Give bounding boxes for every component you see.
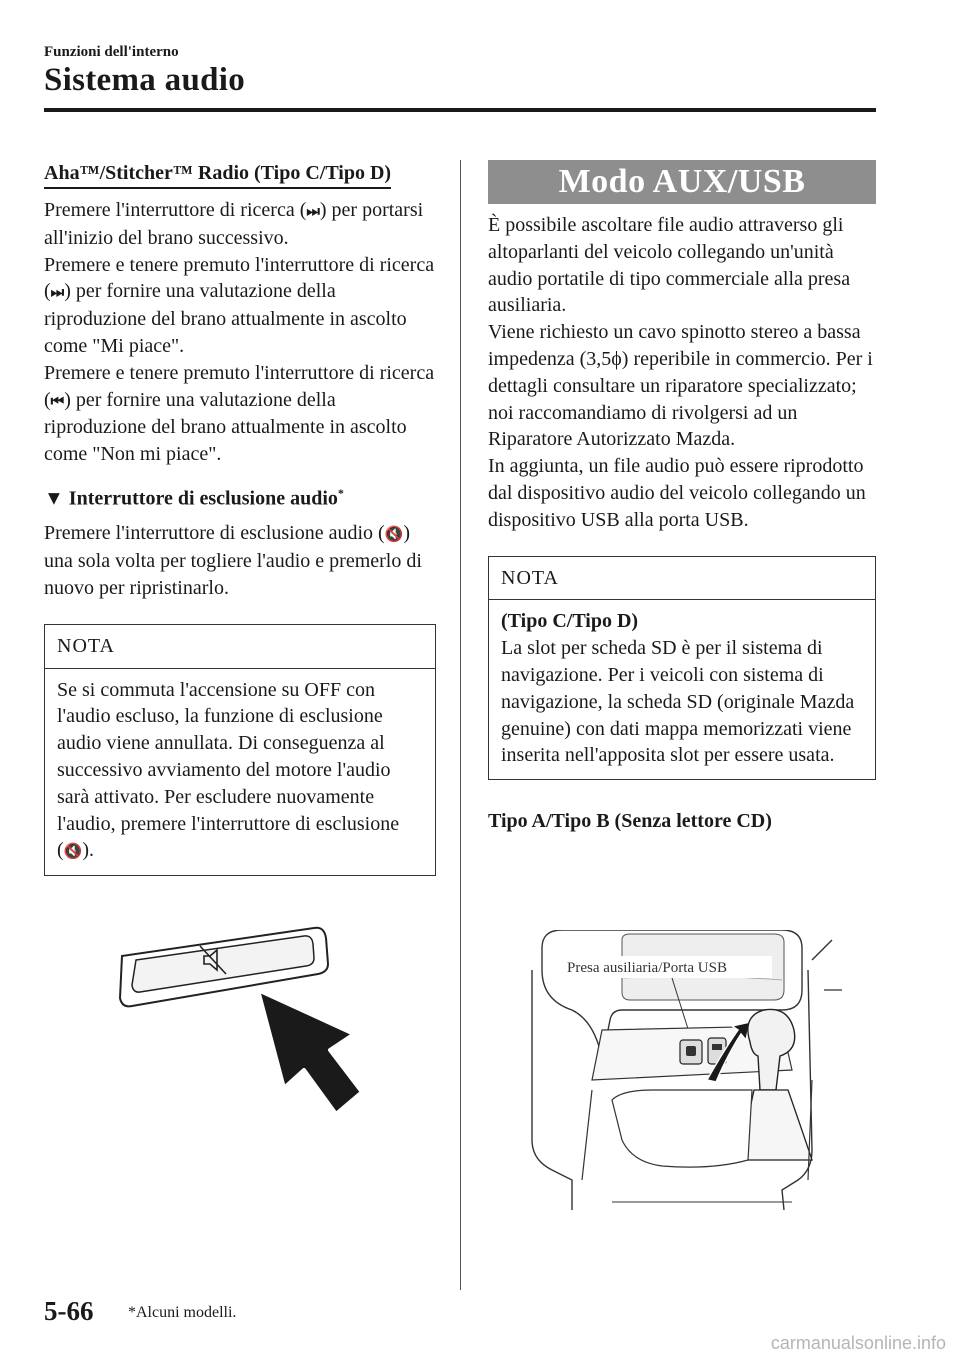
aux-paragraph-1: È possibile ascoltare file audio attraverso gli altoparlanti del veicolo collegando un'unità audio portatile di tipo commerciale alla presa ausiliaria. — [488, 214, 851, 317]
nota-title: NOTA — [489, 557, 875, 601]
mute-heading: ▼ Interruttore di esclusione audio* — [44, 485, 344, 510]
section-label: Funzioni dell'interno — [44, 44, 179, 60]
aha-paragraphs — [44, 197, 436, 468]
section-banner: Modo AUX/USB — [488, 160, 876, 204]
mute-button-illustration — [118, 920, 368, 1120]
figure-caption: Tipo A/Tipo B (Senza lettore CD) — [488, 810, 772, 833]
mute-icon: 🔇 — [384, 525, 404, 544]
aux-usb-label: Presa ausiliaria/Porta USB — [567, 960, 727, 976]
footnote: *Alcuni modelli. — [128, 1304, 237, 1321]
console-aux-usb-illustration — [512, 930, 852, 1210]
nota-box-left — [44, 624, 436, 876]
aha-stitcher-heading: Aha™/Stitcher™ Radio (Tipo C/Tipo D) — [44, 160, 436, 189]
aha-paragraph: Premere e tenere premuto l'interruttore di ricerca (⏮) per fornire una valutazione della riproduzione del brano attualmente in ascolto come "Non mi piace". — [44, 361, 435, 466]
aux-paragraph-2: Viene richiesto un cavo spinotto stereo a bassa impedenza (3,5ϕ) reperibile in commercio. Per i dettagli consultare un riparatore specializzato; noi raccomandiamo di rivolgersi ad un Riparatore Autorizzato Mazda. — [488, 321, 873, 451]
header-rule — [44, 108, 876, 112]
mute-icon: 🔇 — [63, 842, 83, 861]
skip-forward-icon: ⏭ — [306, 202, 320, 220]
nota-body: Se si commuta l'accensione su OFF con l'audio escluso, la funzione di esclusione audio viene annullata. Di conseguenza al successivo avviamento del motore l'audio sarà attivato. Per escludere nuovamente l'audio, premere l'interruttore di esclusione (🔇). — [57, 678, 400, 862]
mute-paragraph: Premere l'interruttore di esclusione audio (🔇) una sola volta per togliere l'audio e premerlo di nuovo per ripristinarlo. — [44, 522, 422, 600]
right-column — [488, 160, 876, 835]
push-arrow-icon — [258, 990, 362, 1114]
page-title: Sistema audio — [44, 62, 246, 98]
aha-paragraph: Premere l'interruttore di ricerca (⏭) per portarsi all'inizio del brano successivo. — [44, 199, 424, 249]
nota-body: (Tipo C/Tipo D) La slot per scheda SD è per il sistema di navigazione. Per i veicoli con sistema di navigazione, la scheda SD (originale Mazda genuine) con dati mappa memorizzati viene inserita nell'apposita slot per essere usata. — [501, 610, 855, 767]
triangle-marker-icon: ▼ — [44, 487, 64, 510]
left-column — [44, 160, 436, 876]
aux-paragraph-3: In aggiunta, un file audio può essere riprodotto dal dispositivo audio del veicolo collegando un dispositivo USB alla porta USB. — [488, 455, 866, 531]
skip-back-icon: ⏮ — [50, 391, 65, 410]
nota-box-right — [488, 556, 876, 781]
page-number: 5-66 — [44, 1296, 94, 1326]
watermark: carmanualsonline.info — [770, 1333, 946, 1353]
aha-paragraph: Premere e tenere premuto l'interruttore di ricerca (⏭) per fornire una valutazione della riproduzione del brano attualmente in ascolto come "Mi piace". — [44, 253, 435, 357]
column-divider — [460, 160, 461, 1290]
nota-title: NOTA — [45, 625, 435, 669]
skip-forward-icon: ⏭ — [50, 283, 65, 302]
